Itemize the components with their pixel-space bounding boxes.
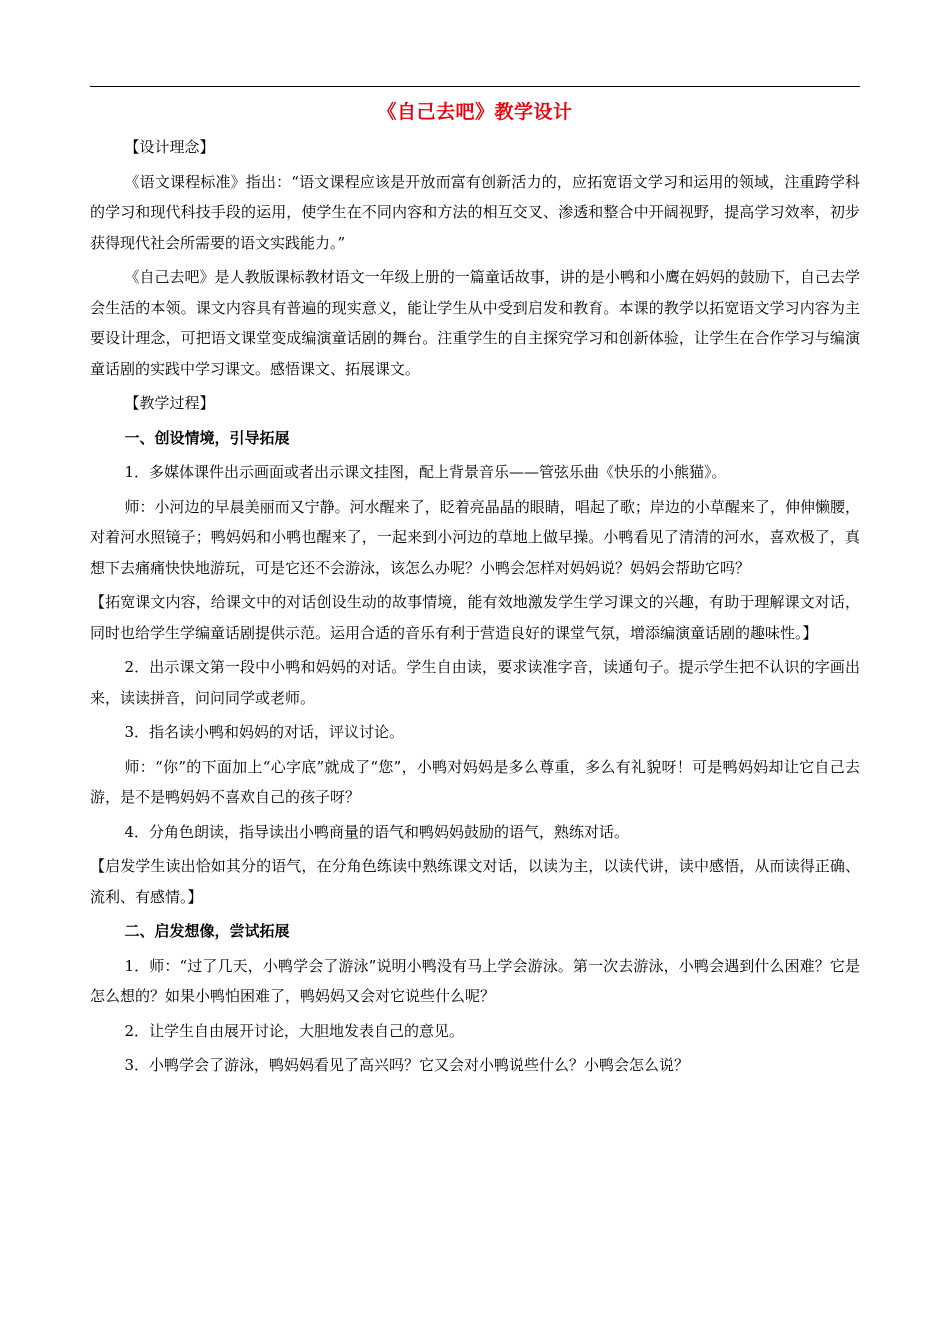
section-heading-1: 一、创设情境，引导拓展: [124, 428, 290, 447]
comment-paragraph: 【启发学生读出恰如其分的语气，在分角色练读中熟练课文对话，以读为主，以读代讲，读中感悟，从而读得正确、流利、有感情。】: [90, 857, 860, 906]
body-paragraph: 师：“你”的下面加上“心字底”就成了“您”，小鸭对妈妈是多么尊重，多么有礼貌呀！可是鸭妈妈却让它自己去游，是不是鸭妈妈不喜欢自己的孩子呀？: [90, 757, 860, 806]
header-rule: [90, 86, 860, 87]
body-paragraph: 《自己去吧》是人教版课标教材语文一年级上册的一篇童话故事，讲的是小鸭和小鹰在妈妈的鼓励下，自己去学会生活的本领。课文内容具有普遍的现实意义，能让学生从中受到启发和教育。本课的教学以拓宽语文学习内容为主要设计理念，可把语文课堂变成编演童话剧的舞台。注重学生的自主探究学习和创新体验，让学生在合作学习与编演童话剧的实践中学习课文。感悟课文、拓展课文。: [90, 268, 860, 378]
section-heading-2: 二、启发想像，尝试拓展: [124, 922, 290, 940]
body-paragraph: 1．多媒体课件出示画面或者出示课文挂图，配上背景音乐——管弦乐曲《快乐的小熊猫》。: [124, 463, 727, 481]
document-page: [90, 96, 860, 1085]
body-paragraph: 师：小河边的早晨美丽而又宁静。河水醒来了，眨着亮晶晶的眼睛，唱起了歌；岸边的小草醒来了，伸伸懒腰，对着河水照镜子；鸭妈妈和小鸭也醒来了，一起来到小河边的草地上做早操。小鸭看见了清清的河水，喜欢极了，真想下去痛痛快快地游玩，可是它还不会游泳，该怎么办呢？小鸭会怎样对妈妈说？妈妈会帮助它吗？: [90, 497, 860, 577]
body-paragraph: 《语文课程标准》指出：“语文课程应该是开放而富有创新活力的，应拓宽语文学习和运用的领域，注重跨学科的学习和现代科技手段的运用，使学生在不同内容和方法的相互交叉、渗透和整合中开阔视野，提高学习效率，初步获得现代社会所需要的语文实践能力。”: [90, 172, 860, 252]
body-paragraph: 1．师：“过了几天，小鸭学会了游泳”说明小鸭没有马上学会游泳。第一次去游泳，小鸭会遇到什么困难？它是怎么想的？如果小鸭怕困难了，鸭妈妈又会对它说些什么呢？: [90, 956, 860, 1005]
document-title: 《自己去吧》教学设计: [377, 101, 573, 123]
body-paragraph: 4．分角色朗读，指导读出小鸭商量的语气和鸭妈妈鼓励的语气，熟练对话。: [124, 822, 630, 841]
body-paragraph: 3．指名读小鸭和妈妈的对话，评议讨论。: [124, 723, 405, 741]
heading-design-concept: 【设计理念】: [124, 138, 215, 156]
comment-paragraph: 【拓宽课文内容，给课文中的对话创设生动的故事情境，能有效地激发学生学习课文的兴趣，有助于理解课文对话，同时也给学生学编童话剧提供示范。运用合适的音乐有利于营造良好的课堂气氛，增添编演童话剧的趣味性。】: [90, 593, 860, 642]
body-paragraph: 2．出示课文第一段中小鸭和妈妈的对话。学生自由读，要求读准字音，读通句子。提示学生把不认识的字画出来，读读拼音，问问同学或老师。: [90, 658, 860, 707]
body-paragraph: 2．让学生自由展开讨论，大胆地发表自己的意见。: [124, 1021, 465, 1040]
heading-teaching-process: 【教学过程】: [124, 394, 215, 412]
body-paragraph: 3．小鸭学会了游泳，鸭妈妈看见了高兴吗？它又会对小鸭说些什么？小鸭会怎么说？: [124, 1056, 690, 1074]
